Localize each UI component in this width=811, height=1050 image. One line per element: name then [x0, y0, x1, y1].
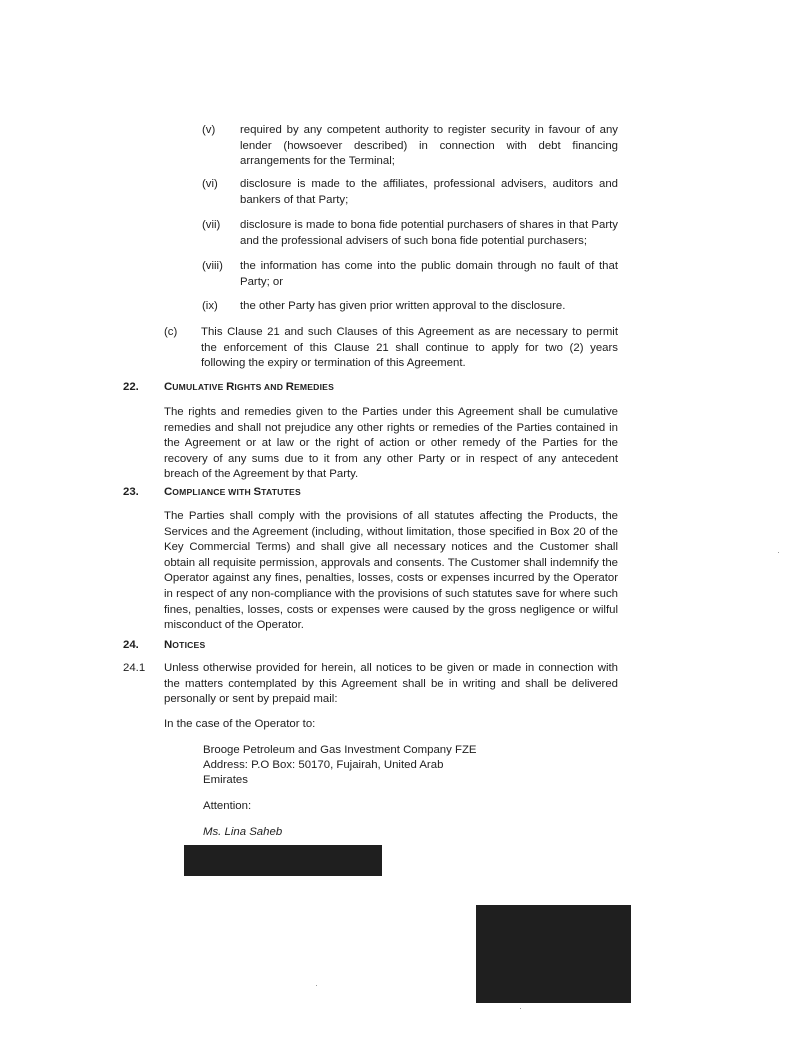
scan-speck [778, 552, 779, 553]
clause-number: (c) [164, 326, 178, 338]
redaction-box [476, 905, 631, 1003]
section-number: 23. [123, 486, 139, 498]
clause-number: (vi) [202, 178, 218, 190]
clause-text: required by any competent authority to register security in favour of any lender (howsoever described) in connection with debt financing arrangements for the Terminal; [240, 124, 618, 168]
clause-text: the other Party has given prior written approval to the disclosure. [240, 300, 566, 312]
section-number: 24.1 [123, 662, 146, 674]
scan-speck [520, 1008, 521, 1009]
section-title: CUMULATIVE RIGHTS AND REMEDIES [164, 381, 335, 393]
clause-number: (vii) [202, 219, 221, 231]
operator-notice-label: In the case of the Operator to: [164, 718, 316, 730]
section-body: Unless otherwise provided for herein, all notices to be given or made in connection with the matters contemplated by this Agreement shall be in writing and shall be delivered personally or sent by prepaid mail: [164, 662, 618, 706]
clause-text: This Clause 21 and such Clauses of this Agreement as are necessary to permit the enforcement of this Clause 21 shall continue to apply for two (2) years following the expiry or termination of this Agreement. [201, 326, 618, 370]
clause-number: (ix) [202, 300, 218, 312]
section-number: 24. [123, 639, 139, 651]
redaction-box [184, 845, 382, 876]
section-title: COMPLIANCE WITH STATUTES [164, 486, 301, 498]
address-line: Emirates [203, 774, 248, 786]
section-number: 22. [123, 381, 139, 393]
attention-name: Ms. Lina Saheb [203, 826, 283, 838]
section-body: The Parties shall comply with the provisions of all statutes affecting the Products, the Services and the Agreement (including, without limitation, those specified in Box 20 of the Key Commercial Terms) and shall give all necessary notices and the Customer shall obtain all requisite permission, approvals and consents. The Customer shall indemnify the Operator against any fines, penalties, losses, costs or expenses incurred by the Operator in respect of any non-compliance with the provisions of such statutes save for where such fines, penalties, losses, costs or expenses were caused by the gross negligence or wilful misconduct of the Operator. [164, 510, 618, 632]
clause-text: disclosure is made to the affiliates, professional advisers, auditors and bankers of that Party; [240, 178, 618, 206]
address-line: Address: P.O Box: 50170, Fujairah, United Arab [203, 759, 444, 771]
clause-text: the information has come into the public domain through no fault of that Party; or [240, 260, 618, 288]
clause-number: (v) [202, 124, 216, 136]
section-title: NOTICES [164, 639, 206, 651]
scan-speck [316, 985, 317, 986]
clause-text: disclosure is made to bona fide potential purchasers of shares in that Party and the professional advisers of such bona fide potential purchasers; [240, 219, 618, 247]
attention-label: Attention: [203, 800, 252, 812]
company-name: Brooge Petroleum and Gas Investment Company FZE [203, 744, 477, 756]
section-body: The rights and remedies given to the Parties under this Agreement shall be cumulative remedies and shall not prejudice any other rights or remedies of the Parties contained in the Agreement or at law or the right of action or other remedy of the Parties for the recovery of any sums due to it from any other Party or in respect of any antecedent breach of the Agreement by that Party. [164, 406, 618, 481]
clause-number: (viii) [202, 260, 223, 272]
